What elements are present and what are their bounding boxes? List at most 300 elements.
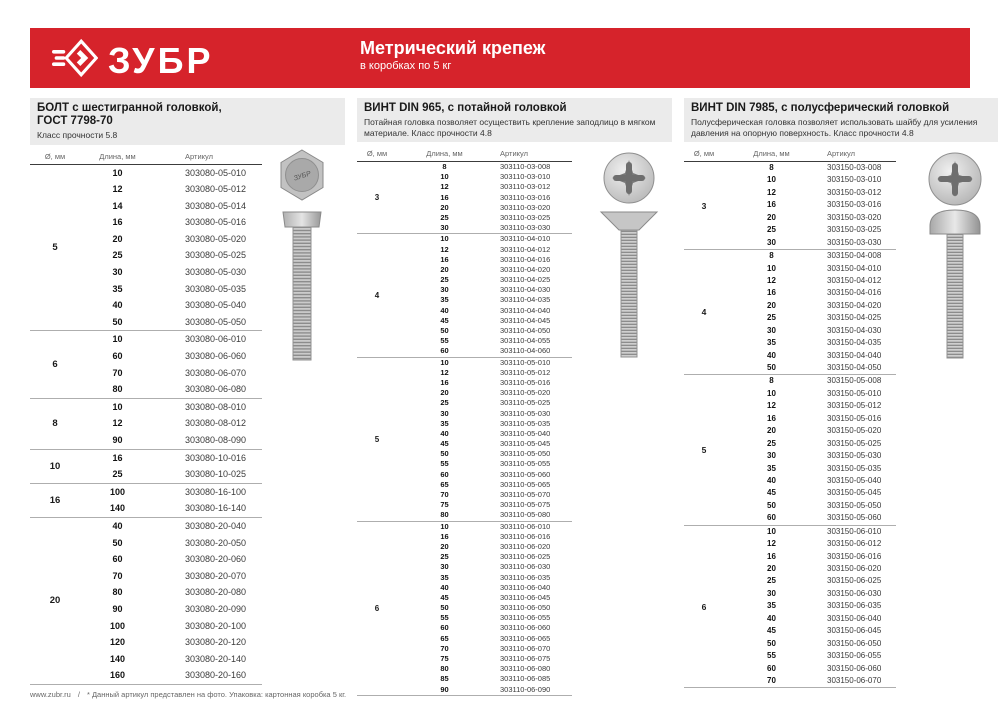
column-header-diameter: Ø, мм	[366, 149, 388, 158]
length-cell: 100	[109, 620, 126, 631]
article-cell: 303150-05-010	[827, 388, 882, 398]
hex-bolt-image	[260, 148, 345, 363]
article-cell: 303080-05-016	[185, 217, 247, 228]
article-cell: 303080-20-090	[185, 603, 247, 614]
table-row	[397, 522, 572, 532]
length-cell: 12	[767, 401, 776, 411]
diameter-cell: 16	[49, 494, 61, 506]
article-cell: 303080-10-016	[185, 452, 247, 463]
length-cell: 30	[440, 285, 449, 295]
article-cell: 303150-06-010	[827, 526, 882, 536]
table-header	[357, 146, 572, 162]
table-row	[80, 331, 262, 348]
length-cell: 35	[440, 418, 449, 428]
length-cell: 12	[112, 418, 123, 429]
article-cell: 303110-04-035	[500, 295, 551, 305]
table-row	[397, 162, 572, 172]
diameter-cell: 3	[374, 193, 380, 203]
length-cell: 25	[440, 398, 449, 408]
article-cell: 303080-08-090	[185, 435, 247, 445]
table-row	[724, 224, 896, 236]
length-cell: 35	[767, 601, 776, 611]
table-row	[80, 181, 262, 198]
table-row	[80, 450, 262, 467]
article-cell: 303150-03-012	[827, 187, 882, 197]
article-cell: 303080-05-014	[185, 200, 247, 211]
header-banner	[30, 28, 970, 88]
article-cell: 303110-06-085	[500, 674, 551, 684]
length-cell: 40	[767, 613, 776, 623]
article-cell: 303150-06-050	[827, 638, 882, 648]
article-cell: 303080-20-100	[185, 620, 247, 631]
length-cell: 50	[440, 603, 449, 613]
article-cell: 303110-06-020	[500, 541, 551, 551]
table-row	[397, 245, 572, 255]
length-cell: 12	[767, 187, 776, 197]
table-row	[724, 312, 896, 324]
table-row	[397, 368, 572, 378]
table-row	[80, 466, 262, 483]
hex-bolt-photo	[260, 148, 345, 363]
table-row	[724, 375, 896, 387]
article-cell: 303150-03-030	[827, 237, 882, 247]
article-cell: 303080-20-120	[185, 637, 247, 648]
section-title-block	[357, 98, 672, 142]
brand-name: ЗУБР	[108, 39, 214, 81]
article-cell: 303150-06-070	[827, 675, 882, 685]
table-group	[684, 375, 896, 525]
column-header-length: Длина, мм	[426, 149, 463, 158]
article-cell: 303080-06-010	[185, 334, 247, 345]
section-title-block	[30, 98, 345, 145]
table-row	[397, 685, 572, 695]
table-row	[397, 429, 572, 439]
article-cell: 303080-20-070	[185, 570, 247, 581]
table-row	[397, 358, 572, 368]
article-cell: 303110-05-050	[500, 449, 551, 459]
article-cell: 303110-03-020	[500, 202, 551, 212]
group-rows	[397, 522, 572, 695]
table-body-countersunk-screw	[357, 162, 572, 696]
length-cell: 45	[767, 488, 776, 498]
table-row	[724, 663, 896, 675]
length-cell: 12	[440, 182, 449, 192]
length-cell: 25	[112, 250, 123, 261]
table-row	[80, 214, 262, 231]
column-header-diameter: Ø, мм	[44, 151, 66, 161]
length-cell: 30	[767, 237, 776, 247]
table-row	[397, 336, 572, 346]
article-cell: 303110-06-040	[500, 582, 551, 592]
table-row	[80, 568, 262, 585]
article-cell: 303080-20-080	[185, 587, 247, 598]
length-cell: 16	[112, 217, 123, 228]
article-cell: 303110-06-065	[500, 633, 551, 643]
length-cell: 25	[767, 438, 776, 448]
table-row	[397, 674, 572, 684]
article-cell: 303150-05-050	[827, 500, 882, 510]
article-cell: 303080-20-160	[185, 670, 247, 681]
table-row	[80, 484, 262, 501]
table-row	[724, 300, 896, 312]
table-row	[724, 413, 896, 425]
table-row	[397, 295, 572, 305]
article-cell: 303150-06-020	[827, 564, 882, 573]
table-row	[397, 439, 572, 449]
length-cell: 20	[767, 212, 776, 222]
table-row	[80, 518, 262, 535]
article-cell: 303110-05-020	[500, 388, 551, 398]
article-cell: 303110-05-035	[500, 418, 551, 428]
length-cell: 80	[112, 587, 123, 598]
table-row	[397, 500, 572, 510]
table-row	[724, 526, 896, 538]
article-cell: 303110-05-080	[500, 510, 551, 520]
group-rows	[80, 484, 262, 517]
article-cell: 303150-05-030	[827, 451, 882, 461]
column-header-article: Артикул	[827, 149, 855, 158]
length-cell: 25	[767, 576, 776, 586]
article-cell: 303110-05-040	[500, 428, 551, 438]
article-cell: 303150-05-040	[827, 475, 882, 485]
table-body-pan-head-screw	[684, 162, 896, 688]
table-row	[80, 535, 262, 552]
table-row	[397, 285, 572, 295]
length-cell: 20	[767, 564, 776, 573]
length-cell: 45	[440, 439, 449, 449]
length-cell: 90	[112, 603, 123, 614]
article-cell: 303110-04-016	[500, 254, 551, 264]
table-row	[724, 625, 896, 637]
table-row	[397, 510, 572, 520]
length-cell: 65	[440, 479, 449, 489]
table-group	[30, 331, 262, 398]
table-row	[397, 623, 572, 633]
length-cell: 80	[112, 384, 123, 395]
article-cell: 303110-03-010	[500, 172, 551, 182]
table-row	[724, 287, 896, 299]
table-row	[397, 182, 572, 192]
article-cell: 303150-06-035	[827, 601, 882, 611]
article-cell: 303150-04-050	[827, 363, 882, 372]
diameter-cell: 5	[701, 445, 707, 456]
section-hex-bolt	[30, 98, 345, 685]
article-cell: 303110-06-045	[500, 592, 551, 602]
table-group	[357, 162, 572, 234]
article-cell: 303110-03-025	[500, 212, 551, 222]
diameter-cell: 3	[701, 200, 707, 211]
length-cell: 120	[109, 637, 126, 648]
table-row	[80, 381, 262, 398]
length-cell: 70	[767, 675, 776, 685]
table-row	[724, 162, 896, 174]
article-cell: 303150-06-016	[827, 551, 882, 561]
table-row	[397, 203, 572, 213]
length-cell: 10	[440, 172, 449, 182]
diameter-cell: 6	[52, 359, 58, 371]
table-row	[397, 573, 572, 583]
pan-head-screw-photo	[913, 148, 998, 363]
table-group	[684, 250, 896, 375]
article-cell: 303110-06-025	[500, 552, 551, 562]
article-cell: 303080-16-140	[185, 503, 247, 514]
article-cell: 303110-06-075	[500, 654, 551, 663]
article-cell: 303150-04-016	[827, 288, 882, 298]
table-row	[397, 634, 572, 644]
article-cell: 303150-05-025	[827, 438, 882, 448]
table-row	[724, 551, 896, 563]
table-row	[397, 664, 572, 674]
article-cell: 303150-04-010	[827, 263, 882, 273]
article-cell: 303080-20-050	[185, 537, 247, 548]
table-group	[684, 162, 896, 250]
table-group	[30, 450, 262, 484]
table-row	[397, 552, 572, 562]
length-cell: 100	[109, 486, 126, 497]
length-cell: 140	[109, 503, 126, 514]
table-row	[724, 337, 896, 349]
table-group	[357, 358, 572, 522]
table-row	[397, 532, 572, 542]
article-cell: 303110-04-055	[500, 336, 551, 346]
group-rows	[397, 234, 572, 356]
table-row	[397, 562, 572, 572]
article-cell: 303150-06-012	[827, 539, 882, 549]
length-cell: 16	[440, 531, 449, 541]
section-title-line2: ГОСТ 7798-70	[37, 115, 113, 127]
table-row	[724, 237, 896, 249]
table-row	[80, 601, 262, 618]
table-row	[724, 638, 896, 650]
table-row	[724, 187, 896, 199]
length-cell: 30	[767, 325, 776, 335]
length-cell: 8	[769, 376, 774, 386]
length-cell: 10	[767, 526, 776, 536]
diameter-cell: 5	[374, 434, 380, 444]
countersunk-screw-image	[587, 148, 672, 363]
article-cell: 303080-05-020	[185, 233, 247, 244]
table-row	[724, 563, 896, 575]
article-cell: 303110-06-010	[500, 521, 551, 531]
article-cell: 303080-06-060	[185, 351, 247, 362]
length-cell: 50	[112, 316, 123, 327]
zubr-logo-icon	[52, 38, 98, 83]
table-row	[80, 297, 262, 314]
article-cell: 303080-20-060	[185, 554, 247, 565]
table-row	[724, 475, 896, 487]
length-cell: 16	[440, 377, 449, 387]
table-row	[80, 432, 262, 449]
article-cell: 303110-04-020	[500, 264, 551, 274]
length-cell: 50	[767, 363, 776, 372]
article-cell: 303110-05-065	[500, 479, 551, 489]
article-cell: 303150-05-060	[827, 513, 882, 523]
length-cell: 16	[767, 413, 776, 423]
table-row	[80, 415, 262, 432]
article-cell: 303150-03-016	[827, 200, 882, 210]
article-cell: 303110-04-012	[500, 244, 551, 254]
length-cell: 55	[440, 613, 449, 623]
table-row	[724, 174, 896, 186]
table-row	[397, 419, 572, 429]
article-cell: 303110-03-030	[500, 223, 551, 233]
length-cell: 10	[767, 388, 776, 398]
group-rows	[80, 399, 262, 449]
section-countersunk-screw	[357, 98, 672, 696]
table-row	[397, 480, 572, 490]
diameter-cell: 6	[701, 601, 707, 612]
length-cell: 12	[440, 244, 449, 254]
length-cell: 12	[440, 367, 449, 377]
length-cell: 10	[112, 334, 123, 345]
table-header	[684, 146, 896, 162]
length-cell: 40	[767, 475, 776, 485]
length-cell: 25	[440, 212, 449, 222]
group-rows	[80, 518, 262, 684]
table-row	[397, 593, 572, 603]
table-row	[80, 348, 262, 365]
group-rows	[80, 450, 262, 483]
length-cell: 30	[767, 588, 776, 598]
length-cell: 50	[440, 326, 449, 335]
length-cell: 45	[440, 315, 449, 325]
section-description: Потайная головка позволяет осуществить крепление заподлицо в мягком материале. Класс прочности 4.8	[364, 117, 656, 138]
table-row	[397, 213, 572, 223]
length-cell: 60	[112, 554, 123, 565]
length-cell: 60	[440, 469, 449, 479]
article-cell: 303110-06-070	[500, 643, 551, 653]
table-row	[397, 398, 572, 408]
length-cell: 8	[769, 251, 774, 261]
article-cell: 303110-06-080	[500, 664, 551, 674]
table-row	[724, 500, 896, 512]
length-cell: 90	[440, 684, 449, 694]
article-cell: 303080-06-070	[185, 367, 247, 378]
page-title: Метрический крепеж	[360, 38, 546, 58]
table-row	[724, 263, 896, 275]
table-row	[397, 654, 572, 664]
article-cell: 303150-06-045	[827, 626, 882, 636]
section-description: Полусферическая головка позволяет использовать шайбу для усиления давления на опорную поверхность. Класс прочности 4.8	[691, 117, 978, 138]
article-cell: 303110-05-070	[500, 490, 551, 499]
length-cell: 75	[440, 654, 449, 663]
length-cell: 12	[112, 184, 123, 195]
table-row	[80, 399, 262, 416]
length-cell: 60	[440, 623, 449, 633]
group-rows	[80, 331, 262, 397]
length-cell: 12	[767, 275, 776, 285]
table-row	[397, 265, 572, 275]
diameter-cell: 8	[52, 418, 58, 430]
table-row	[724, 463, 896, 475]
length-cell: 40	[767, 350, 776, 360]
length-cell: 10	[440, 521, 449, 531]
table-row	[397, 255, 572, 265]
group-rows	[397, 162, 572, 233]
table-row	[397, 542, 572, 552]
table-row	[724, 212, 896, 224]
table-row	[397, 490, 572, 500]
length-cell: 25	[767, 313, 776, 323]
table-group	[357, 234, 572, 357]
length-cell: 10	[767, 263, 776, 273]
length-cell: 20	[767, 426, 776, 436]
article-cell: 303110-06-035	[500, 572, 551, 582]
article-cell: 303150-03-025	[827, 225, 882, 235]
length-cell: 80	[440, 510, 449, 520]
length-cell: 50	[112, 537, 123, 548]
length-cell: 50	[767, 638, 776, 648]
section-title: ВИНТ DIN 7985, с полусферический головкой	[691, 102, 950, 114]
table-row	[724, 538, 896, 550]
length-cell: 70	[112, 570, 123, 581]
length-cell: 16	[767, 551, 776, 561]
table-group	[684, 526, 896, 689]
length-cell: 10	[112, 167, 123, 178]
pan-head-screw-image	[913, 148, 998, 363]
column-header-length: Длина, мм	[753, 149, 790, 158]
length-cell: 60	[440, 346, 449, 356]
article-cell: 303150-06-055	[827, 651, 882, 661]
table-row	[397, 583, 572, 593]
article-cell: 303080-10-025	[185, 469, 247, 480]
footer	[30, 690, 346, 699]
table-row	[80, 618, 262, 635]
group-rows	[80, 165, 262, 331]
countersunk-screw-photo	[587, 148, 672, 363]
length-cell: 70	[112, 367, 123, 378]
length-cell: 16	[440, 192, 449, 202]
article-cell: 303150-05-008	[827, 376, 882, 386]
length-cell: 35	[112, 283, 123, 294]
table-row	[80, 165, 262, 182]
article-cell: 303110-06-016	[500, 531, 551, 541]
group-rows	[724, 162, 896, 249]
article-cell: 303110-04-010	[500, 234, 551, 244]
article-cell: 303080-06-080	[185, 384, 247, 395]
length-cell: 55	[440, 459, 449, 469]
article-cell: 303150-05-045	[827, 488, 882, 498]
length-cell: 45	[767, 626, 776, 636]
article-cell: 303080-05-050	[185, 316, 247, 327]
length-cell: 30	[112, 267, 123, 278]
article-cell: 303110-06-030	[500, 562, 551, 572]
table-row	[724, 613, 896, 625]
table-row	[80, 247, 262, 264]
length-cell: 25	[767, 225, 776, 235]
article-cell: 303080-05-030	[185, 267, 247, 278]
length-cell: 30	[440, 408, 449, 418]
article-cell: 303110-06-055	[500, 613, 551, 623]
table-row	[397, 449, 572, 459]
table-row	[80, 584, 262, 601]
length-cell: 160	[109, 670, 126, 681]
table-body-hex-bolt	[30, 165, 262, 685]
group-rows	[724, 526, 896, 688]
article-cell: 303150-04-040	[827, 350, 882, 360]
table-row	[80, 651, 262, 668]
article-cell: 303110-03-016	[500, 192, 551, 202]
length-cell: 60	[112, 351, 123, 362]
length-cell: 70	[440, 643, 449, 653]
column-header-diameter: Ø, мм	[693, 149, 715, 158]
table-row	[80, 634, 262, 651]
length-cell: 10	[440, 234, 449, 244]
length-cell: 90	[112, 435, 123, 445]
length-cell: 30	[440, 223, 449, 233]
table-row	[724, 250, 896, 262]
article-cell: 303150-05-016	[827, 413, 882, 423]
